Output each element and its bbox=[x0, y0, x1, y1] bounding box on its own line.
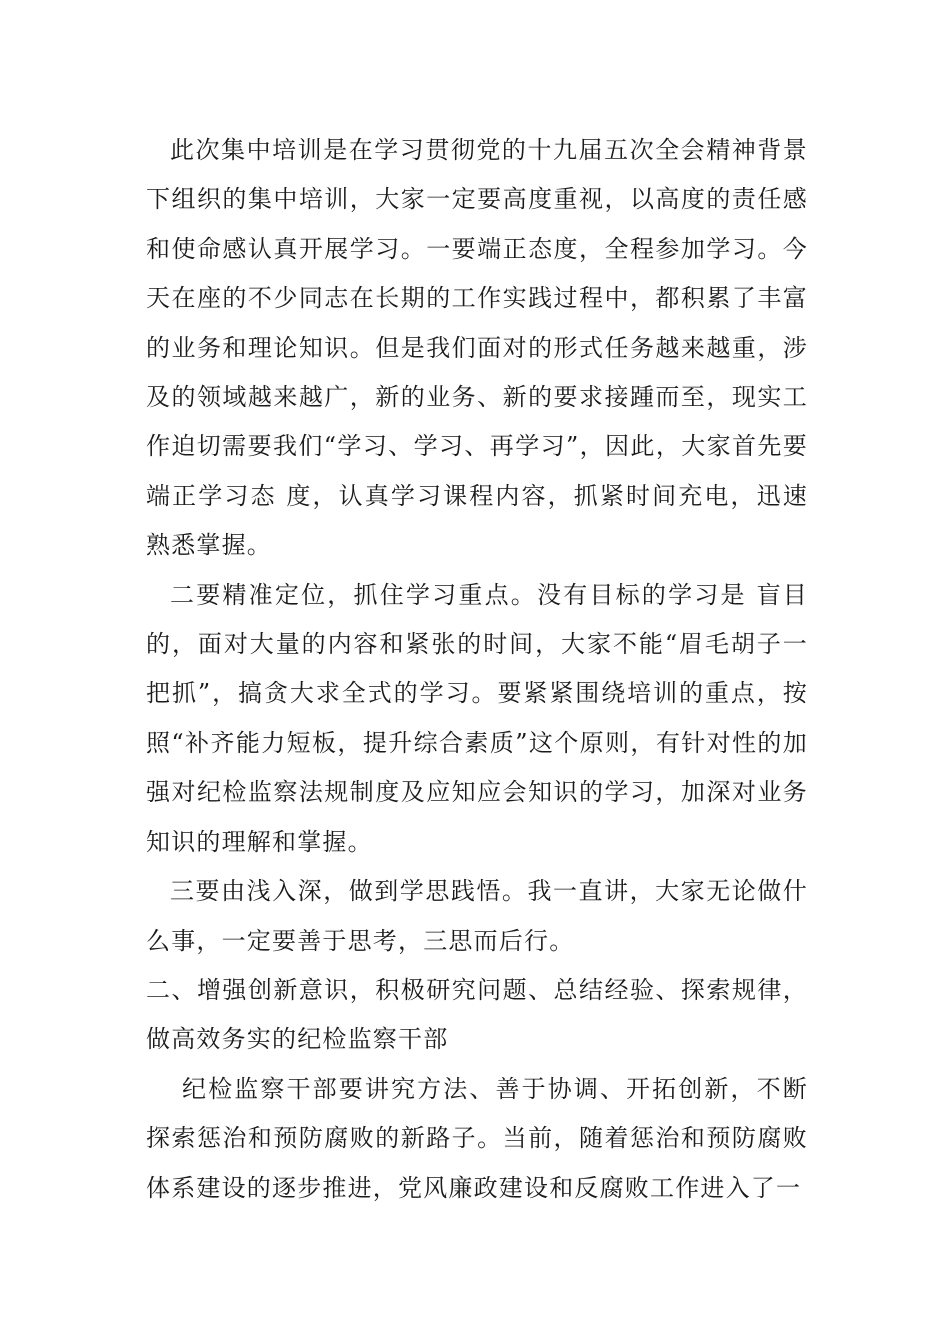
paragraph-reflection: 三要由浅入深，做到学思践悟。我一直讲，大家无论做什么事，一定要善于思考，三思而后行。 bbox=[146, 877, 808, 955]
section-heading: 二、增强创新意识，积极研究问题、总结经验、探索规律，做高效务实的纪检监察干部 bbox=[146, 975, 808, 1054]
paragraph-learning-focus: 二要精准定位，抓住学习重点。没有目标的学习是 盲目的，面对大量的内容和紧张的时间，大家不能“眉毛胡子一把抓”，搞贪大求全式的学习。要紧紧围绕培训的重点，按照“补齐能力短板，提升综合素质”这个原则，有针对性的加强对纪检监察法规制度及应知应会知识的学习，加深对业务知识的理解和掌握。 bbox=[146, 580, 808, 856]
paragraph-innovation: 纪检监察干部要讲究方法、善于协调、开拓创新，不断探索惩治和预防腐败的新路子。当前，随着惩治和预防腐败体系建设的逐步推进，党风廉政建设和反腐败工作进入了一 bbox=[146, 1074, 808, 1202]
paragraph-training-attitude: 此次集中培训是在学习贯彻党的十九届五次全会精神背景下组织的集中培训，大家一定要高度重视，以高度的责任感和使命感认真开展学习。一要端正态度，全程参加学习。今天在座的不少同志在长期的工作实践过程中，都积累了丰富的业务和理论知识。但是我们面对的形式任务越来越重，涉及的领域越来越广，新的业务、新的要求接踵而至，现实工作迫切需要我们“学习、学习、再学习”，因此，大家首先要端正学习态 度，认真学习课程内容，抓紧时间充电，迅速熟悉掌握。 bbox=[146, 136, 808, 560]
document-body bbox=[146, 126, 808, 1213]
